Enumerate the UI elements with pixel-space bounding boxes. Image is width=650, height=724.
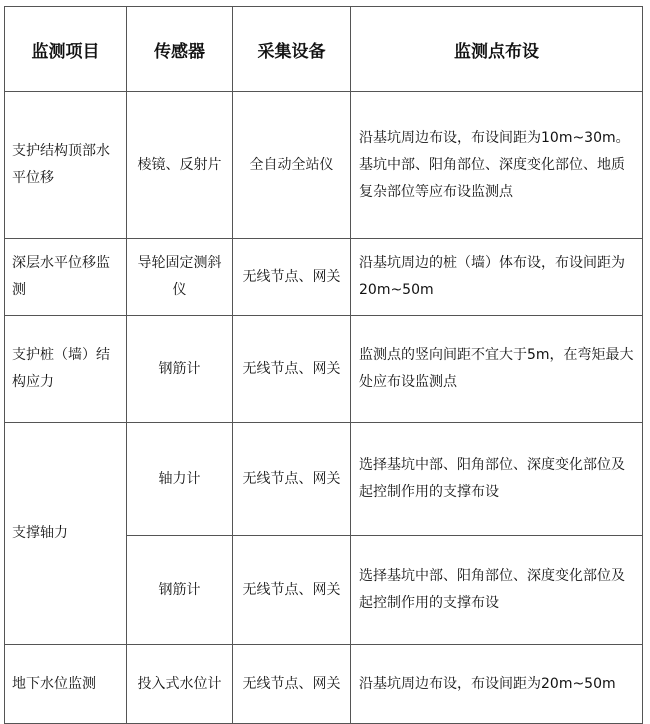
cell-sensor: 钢筋计 — [127, 536, 233, 645]
cell-point-layout: 沿基坑周边的桩（墙）体布设，布设间距为20m~50m — [351, 239, 643, 316]
cell-monitoring-item: 地下水位监测 — [5, 645, 127, 724]
cell-acquisition-device: 无线节点、网关 — [233, 423, 351, 536]
cell-point-layout: 选择基坑中部、阳角部位、深度变化部位及起控制作用的支撑布设 — [351, 536, 643, 645]
header-monitoring-item: 监测项目 — [5, 7, 127, 92]
cell-acquisition-device: 无线节点、网关 — [233, 239, 351, 316]
cell-acquisition-device: 无线节点、网关 — [233, 645, 351, 724]
monitoring-table-wrapper — [4, 6, 643, 724]
table-row — [5, 92, 643, 239]
cell-sensor: 轴力计 — [127, 423, 233, 536]
cell-point-layout: 沿基坑周边布设，布设间距为20m~50m — [351, 645, 643, 724]
table-row — [5, 316, 643, 423]
table-header-row — [5, 7, 643, 92]
cell-acquisition-device: 无线节点、网关 — [233, 316, 351, 423]
cell-point-layout: 监测点的竖向间距不宜大于5m，在弯矩最大处应布设监测点 — [351, 316, 643, 423]
table-row — [5, 423, 643, 536]
header-sensor: 传感器 — [127, 7, 233, 92]
cell-point-layout: 沿基坑周边布设，布设间距为10m~30m。基坑中部、阳角部位、深度变化部位、地质复杂部位等应布设监测点 — [351, 92, 643, 239]
cell-acquisition-device: 无线节点、网关 — [233, 536, 351, 645]
cell-point-layout: 选择基坑中部、阳角部位、深度变化部位及起控制作用的支撑布设 — [351, 423, 643, 536]
cell-monitoring-item: 支撑轴力 — [5, 423, 127, 645]
header-acquisition-device: 采集设备 — [233, 7, 351, 92]
cell-sensor: 棱镜、反射片 — [127, 92, 233, 239]
table-row — [5, 239, 643, 316]
cell-monitoring-item: 支护结构顶部水平位移 — [5, 92, 127, 239]
cell-sensor: 导轮固定测斜仪 — [127, 239, 233, 316]
cell-sensor: 投入式水位计 — [127, 645, 233, 724]
header-monitoring-point-layout: 监测点布设 — [351, 7, 643, 92]
table-row — [5, 645, 643, 724]
cell-monitoring-item: 支护桩（墙）结构应力 — [5, 316, 127, 423]
monitoring-table — [4, 6, 643, 724]
cell-sensor: 钢筋计 — [127, 316, 233, 423]
cell-monitoring-item: 深层水平位移监测 — [5, 239, 127, 316]
cell-acquisition-device: 全自动全站仪 — [233, 92, 351, 239]
